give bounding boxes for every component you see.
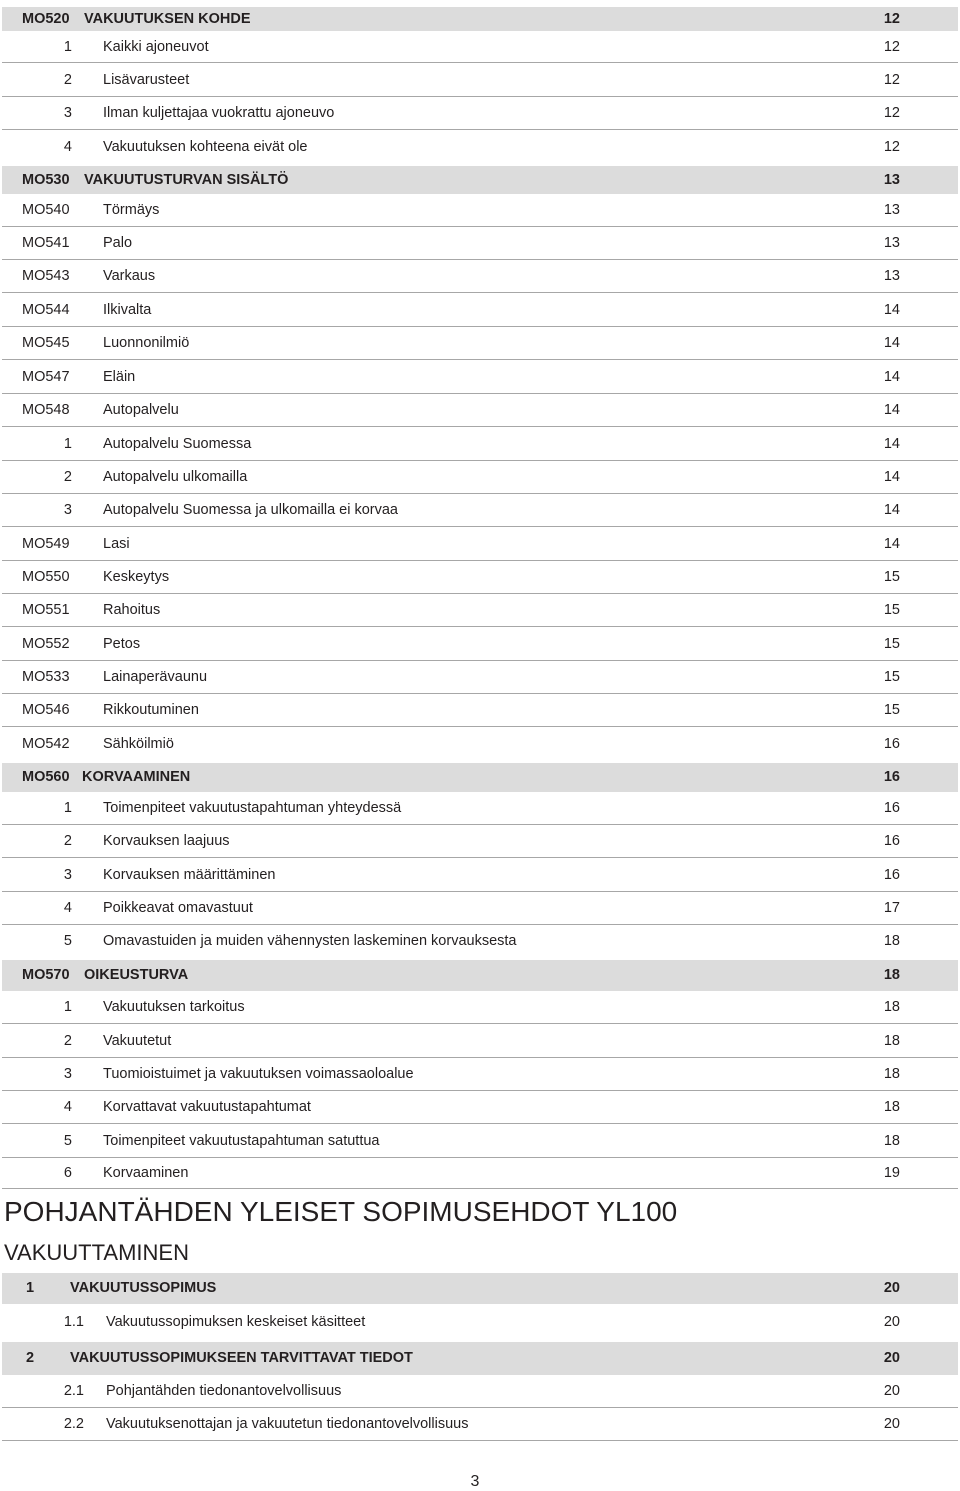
toc-title: VAKUUTUSSOPIMUKSEEN TARVITTAVAT TIEDOT <box>70 1350 413 1366</box>
toc-row <box>2 727 958 761</box>
toc-title: Autopalvelu Suomessa ja ulkomailla ei korvaa <box>103 502 398 518</box>
toc-code: MO552 <box>22 636 70 652</box>
toc-page-number: 12 <box>883 11 900 27</box>
toc-title: Sähköilmiö <box>103 736 174 752</box>
toc-title: Pohjantähden tiedonantovelvollisuus <box>106 1383 342 1399</box>
toc-page-number: 20 <box>883 1314 900 1330</box>
toc-row <box>2 627 958 661</box>
toc-row <box>2 360 958 394</box>
toc-code: MO545 <box>22 335 70 351</box>
toc-page-number: 16 <box>883 867 900 883</box>
toc-page-number: 14 <box>883 502 900 518</box>
toc-code: MO547 <box>22 369 70 385</box>
toc-code: MO540 <box>22 202 70 218</box>
toc-title: Eläin <box>103 369 136 385</box>
toc-number: 5 <box>63 1133 72 1149</box>
toc-title: Varkaus <box>103 268 156 284</box>
toc-title: VAKUUTUSTURVAN SISÄLTÖ <box>84 172 289 188</box>
toc-number: 2.1 <box>63 1383 84 1399</box>
toc-row <box>2 825 958 858</box>
toc-page-number: 14 <box>883 436 900 452</box>
toc-row <box>2 327 958 360</box>
toc-page-number: 18 <box>883 1133 900 1149</box>
toc-page-number: 18 <box>883 1066 900 1082</box>
toc-title: OIKEUSTURVA <box>84 967 189 983</box>
toc-number: 3 <box>63 867 72 883</box>
toc-row <box>2 1024 958 1058</box>
toc-title: Vakuutetut <box>103 1033 172 1049</box>
toc-row <box>2 427 958 461</box>
toc-row <box>2 991 958 1024</box>
toc-title: Palo <box>103 235 133 251</box>
toc-page-number: 12 <box>883 139 900 155</box>
toc-title: Lainaperävaunu <box>103 669 208 685</box>
toc-title: Poikkeavat omavastuut <box>103 900 253 916</box>
toc-title: KORVAAMINEN <box>82 769 191 785</box>
toc-code: MO530 <box>22 172 70 188</box>
toc-row <box>2 461 958 494</box>
toc-code: MO520 <box>22 11 70 27</box>
toc-number: 3 <box>63 502 72 518</box>
toc-page-number: 12 <box>883 39 900 55</box>
toc-page-number: 20 <box>883 1383 900 1399</box>
toc-row <box>2 1124 958 1158</box>
toc-page-number: 16 <box>883 833 900 849</box>
toc-number: 2 <box>26 1350 35 1366</box>
toc-row <box>2 527 958 561</box>
toc-row <box>2 260 958 293</box>
toc-title: Törmäys <box>103 202 160 218</box>
toc-title: Autopalvelu <box>103 402 179 418</box>
toc-row <box>2 594 958 627</box>
toc-page-number: 20 <box>883 1416 900 1432</box>
toc-code: MO560 <box>22 769 70 785</box>
toc-title: Ilman kuljettajaa vuokrattu ajoneuvo <box>103 105 335 121</box>
toc-page-number: 18 <box>883 933 900 949</box>
toc-title: Lisävarusteet <box>103 72 190 88</box>
toc-number: 2 <box>63 469 72 485</box>
toc-number: 1 <box>63 999 72 1015</box>
toc-code: MO570 <box>22 967 70 983</box>
toc-row <box>2 1375 958 1408</box>
toc-row <box>2 925 958 958</box>
toc-row <box>2 661 958 694</box>
toc-row <box>2 394 958 427</box>
toc-number: 1.1 <box>63 1314 84 1330</box>
toc-page-number: 14 <box>883 335 900 351</box>
toc-code: MO548 <box>22 402 70 418</box>
toc-row <box>2 561 958 594</box>
toc-title: Luonnonilmiö <box>103 335 190 351</box>
toc-section-row <box>2 1342 958 1375</box>
toc-page-number: 13 <box>883 172 900 188</box>
toc-number: 4 <box>63 139 72 155</box>
section-subheading: VAKUUTTAMINEN <box>4 1240 189 1265</box>
toc-title: Ilkivalta <box>103 302 152 318</box>
toc-page-number: 13 <box>883 235 900 251</box>
toc-section-row <box>2 1273 958 1304</box>
toc-section-row <box>2 763 958 792</box>
toc-page-number: 18 <box>883 999 900 1015</box>
toc-code: MO546 <box>22 702 70 718</box>
toc-title: Omavastuiden ja muiden vähennysten laskeminen korvauksesta <box>103 933 517 949</box>
toc-page-number: 18 <box>883 1033 900 1049</box>
toc-code: MO551 <box>22 602 70 618</box>
toc-page-number: 13 <box>883 202 900 218</box>
toc-title: Tuomioistuimet ja vakuutuksen voimassaoloalue <box>103 1066 414 1082</box>
toc-page-number: 15 <box>883 569 900 585</box>
toc-title: Kaikki ajoneuvot <box>103 39 209 55</box>
toc-code: MO541 <box>22 235 70 251</box>
toc-section-row <box>2 960 958 991</box>
toc-row <box>2 194 958 227</box>
toc-page-number: 15 <box>883 602 900 618</box>
toc-page-number: 14 <box>883 536 900 552</box>
toc-row <box>2 1408 958 1441</box>
toc-section-row <box>2 166 958 194</box>
toc-number: 4 <box>63 1099 72 1115</box>
toc-number: 2.2 <box>63 1416 84 1432</box>
toc-page-number: 13 <box>883 268 900 284</box>
toc-row <box>2 494 958 527</box>
toc-title: Vakuutuksenottajan ja vakuutetun tiedonantovelvollisuus <box>106 1416 469 1432</box>
toc-title: Rikkoutuminen <box>103 702 199 718</box>
toc-page-number: 17 <box>883 900 900 916</box>
toc-page-number: 20 <box>883 1350 900 1366</box>
toc-number: 1 <box>63 436 72 452</box>
toc-number: 5 <box>63 933 72 949</box>
toc-number: 2 <box>63 72 72 88</box>
toc-page-number: 12 <box>883 72 900 88</box>
toc-page-number: 12 <box>883 105 900 121</box>
toc-page-number: 20 <box>883 1280 900 1296</box>
toc-row <box>2 130 958 164</box>
toc-number: 3 <box>63 105 72 121</box>
toc-page-number: 19 <box>883 1165 900 1181</box>
toc-page-number: 15 <box>883 669 900 685</box>
toc-row <box>2 858 958 892</box>
toc-page-number: 14 <box>883 302 900 318</box>
toc-code: MO542 <box>22 736 70 752</box>
toc-row <box>2 1304 958 1340</box>
toc-number: 6 <box>63 1165 72 1181</box>
toc-row <box>2 1058 958 1091</box>
toc-code: MO533 <box>22 669 70 685</box>
toc-title: Lasi <box>103 536 130 552</box>
toc-title: Korvauksen määrittäminen <box>103 867 276 883</box>
toc-row <box>2 227 958 260</box>
toc-code: MO544 <box>22 302 70 318</box>
toc-number: 1 <box>26 1280 35 1296</box>
toc-page-number: 15 <box>883 636 900 652</box>
toc-title: Toimenpiteet vakuutustapahtuman yhteydessä <box>103 800 402 816</box>
toc-title: Petos <box>103 636 141 652</box>
toc-row <box>2 694 958 727</box>
toc-title: Autopalvelu ulkomailla <box>103 469 248 485</box>
toc-row <box>2 1091 958 1124</box>
toc-page-number: 16 <box>883 769 900 785</box>
toc-title: Autopalvelu Suomessa <box>103 436 252 452</box>
toc-number: 1 <box>63 39 72 55</box>
toc-page-number: 16 <box>883 800 900 816</box>
toc-title: Toimenpiteet vakuutustapahtuman satuttua <box>103 1133 380 1149</box>
toc-title: Vakuutuksen tarkoitus <box>103 999 245 1015</box>
toc-title: Korvaaminen <box>103 1165 189 1181</box>
toc-title: Vakuutussopimuksen keskeiset käsitteet <box>106 1314 366 1330</box>
toc-page-number: 14 <box>883 369 900 385</box>
toc-row <box>2 97 958 130</box>
toc-code: MO543 <box>22 268 70 284</box>
toc-title: Vakuutuksen kohteena eivät ole <box>103 139 308 155</box>
toc-title: VAKUUTUKSEN KOHDE <box>84 11 251 27</box>
toc-page-number: 14 <box>883 402 900 418</box>
toc-row <box>2 63 958 97</box>
toc-section-row <box>2 7 958 31</box>
toc-row <box>2 792 958 825</box>
toc-page-number: 18 <box>883 1099 900 1115</box>
toc-title: Keskeytys <box>103 569 170 585</box>
toc-number: 2 <box>63 833 72 849</box>
toc-code: MO549 <box>22 536 70 552</box>
toc-page-number: 16 <box>883 736 900 752</box>
toc-row <box>2 1158 958 1189</box>
toc-title: Korvattavat vakuutustapahtumat <box>103 1099 311 1115</box>
toc-page-number: 15 <box>883 702 900 718</box>
toc-row <box>2 31 958 63</box>
toc-row <box>2 892 958 925</box>
toc-number: 1 <box>63 800 72 816</box>
toc-page-number: 18 <box>883 967 900 983</box>
toc-number: 4 <box>63 900 72 916</box>
section-heading-yl100: POHJANTÄHDEN YLEISET SOPIMUSEHDOT YL100 <box>4 1196 678 1227</box>
page-number: 3 <box>470 1473 480 1490</box>
toc-title: Korvauksen laajuus <box>103 833 230 849</box>
toc-page-number: 14 <box>883 469 900 485</box>
toc-row <box>2 293 958 327</box>
toc-code: MO550 <box>22 569 70 585</box>
toc-title: Rahoitus <box>103 602 161 618</box>
toc-number: 2 <box>63 1033 72 1049</box>
toc-number: 3 <box>63 1066 72 1082</box>
toc-title: VAKUUTUSSOPIMUS <box>70 1280 217 1296</box>
